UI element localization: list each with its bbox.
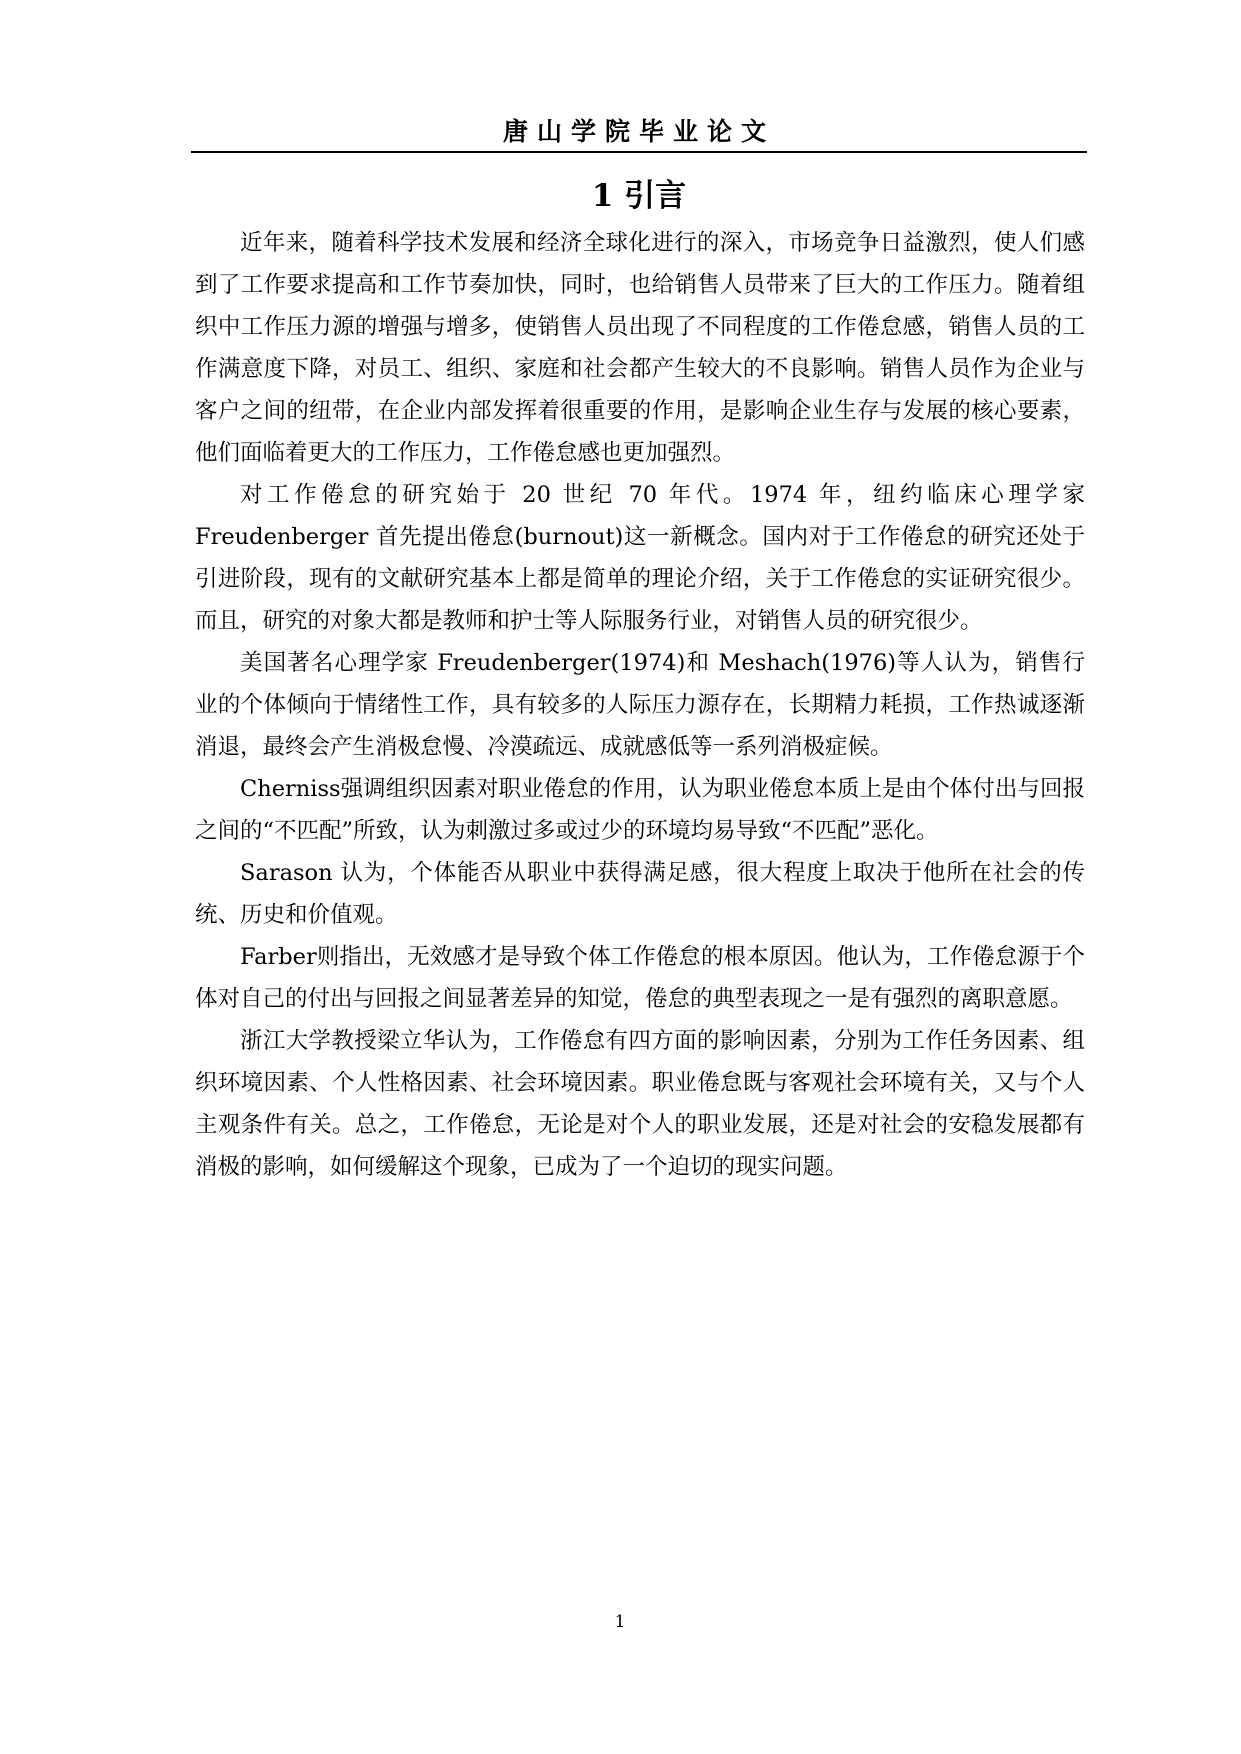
paragraph-liang-lihua: 浙江大学教授梁立华认为，工作倦怠有四方面的影响因素，分别为工作任务因素、组织环境因素、个人性格因素、社会环境因素。职业倦怠既与客观社会环境有关，又与个人主观条件有关。总之，工作倦怠，无论是对个人的职业发展，还是对社会的安稳发展都有消极的影响，如何缓解这个现象，已成为了一个迫切的现实问题。 [195,1028,1085,1180]
body-text [195,222,1085,1188]
paragraph-farber: Farber则指出，无效感才是导致个体工作倦怠的根本原因。他认为，工作倦怠源于个体对自己的付出与回报之间显著差异的知觉，倦怠的典型表现之一是有强烈的离职意愿。 [195,944,1085,1012]
paragraph-intro: 近年来，随着科学技术发展和经济全球化进行的深入，市场竞争日益激烈，使人们感到了工作要求提高和工作节奏加快，同时，也给销售人员带来了巨大的工作压力。随着组织中工作压力源的增强与增多，使销售人员出现了不同程度的工作倦怠感，销售人员的工作满意度下降，对员工、组织、家庭和社会都产生较大的不良影响。销售人员作为企业与客户之间的纽带，在企业内部发挥着很重要的作用，是影响企业生存与发展的核心要素，他们面临着更大的工作压力，工作倦怠感也更加强烈。 [195,230,1085,466]
paragraph-cherniss: Cherniss强调组织因素对职业倦怠的作用，认为职业倦怠本质上是由个体付出与回报之间的“不匹配”所致，认为刺激过多或过少的环境均易导致“不匹配”恶化。 [195,776,1085,844]
chapter-title: 1 引言 [591,178,687,214]
header-rule [191,151,1087,153]
paragraph-sarason: Sarason 认为，个体能否从职业中获得满足感，很大程度上取决于他所在社会的传统、历史和价值观。 [195,860,1085,928]
running-header-title: 唐山学院毕业论文 [502,117,775,146]
page-number: 1 [614,1612,626,1632]
paragraph-freudenberger-meshach: 美国著名心理学家 Freudenberger(1974)和 Meshach(1976)等人认为，销售行业的个体倾向于情绪性工作，具有较多的人际压力源存在，长期精力耗损，工作热诚逐渐消退，最终会产生消极怠慢、冷漠疏远、成就感低等一系列消极症候。 [195,650,1085,760]
paragraph-burnout-research: 对工作倦怠的研究始于 20 世纪 70 年代。1974 年，纽约临床心理学家 Freudenberger 首先提出倦怠(burnout)这一新概念。国内对于工作倦怠的研究还处于引进阶段，现有的文献研究基本上都是简单的理论介绍，关于工作倦怠的实证研究很少。而且，研究的对象大都是教师和护士等人际服务行业，对销售人员的研究很少。 [195,482,1085,634]
